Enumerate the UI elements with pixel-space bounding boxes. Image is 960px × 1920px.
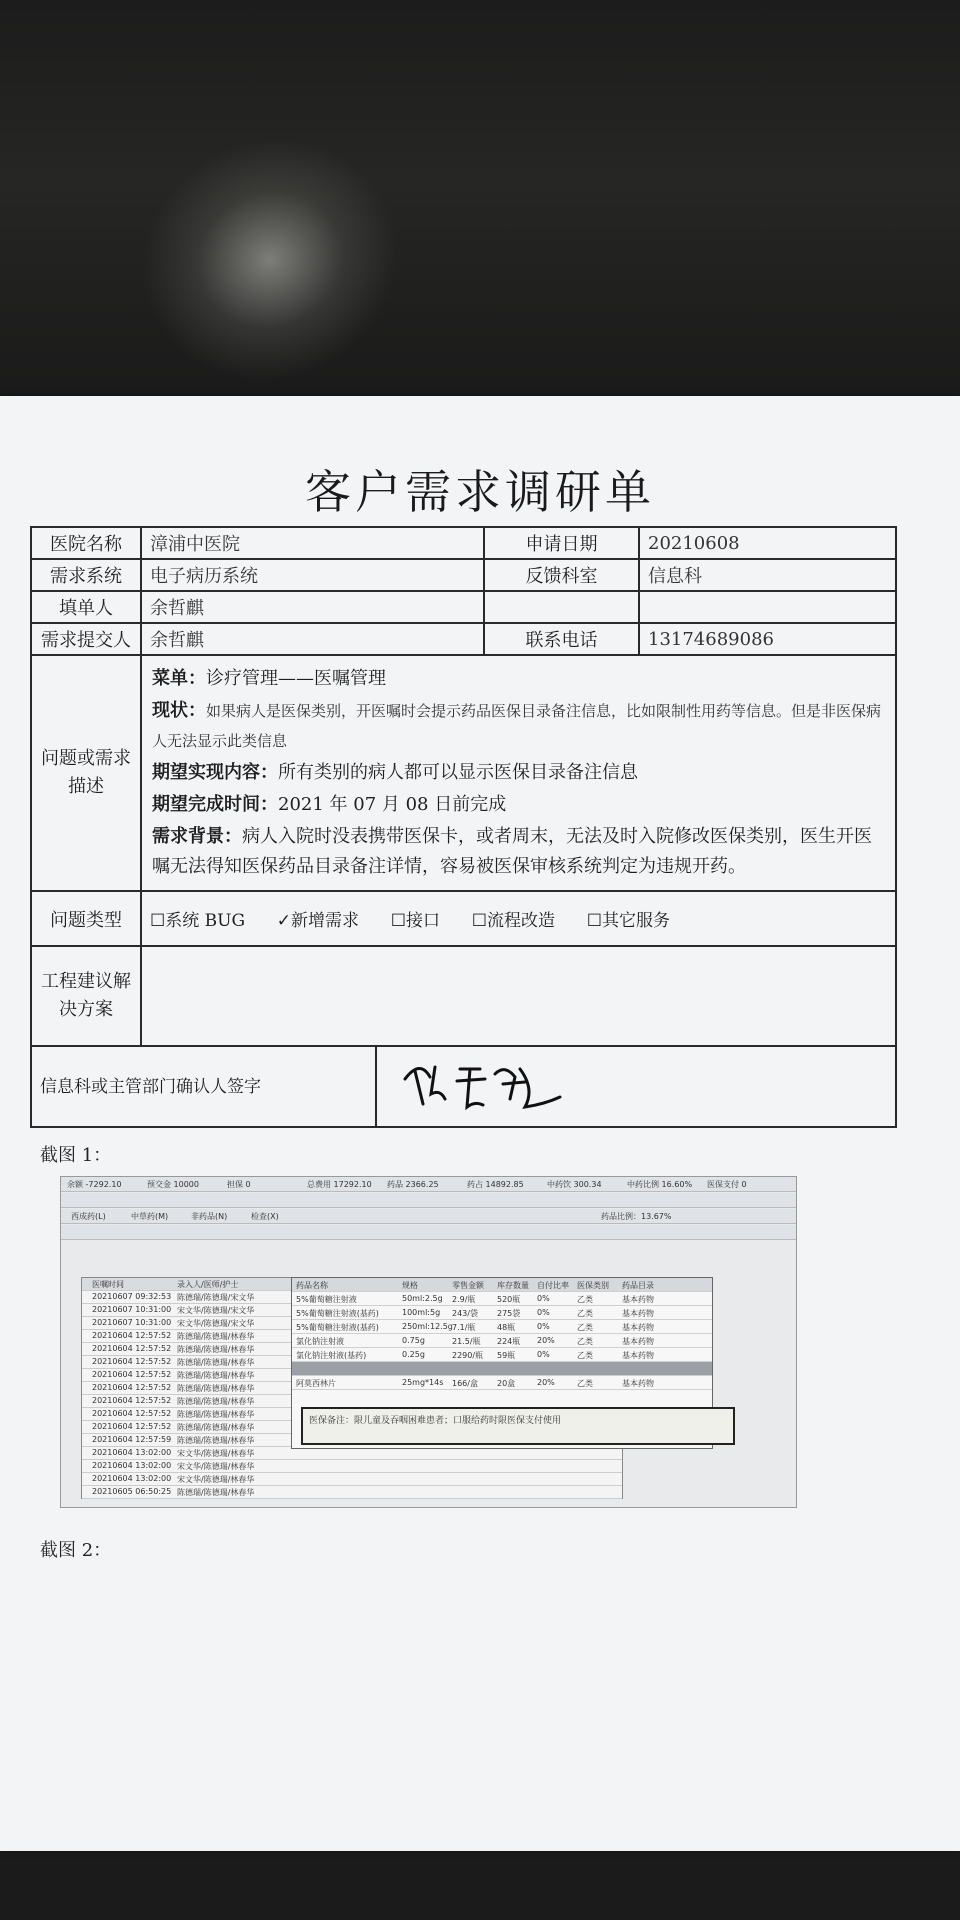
popup-cell: 乙类 xyxy=(577,1323,593,1332)
grid-header-cell: 医嘱时间 xyxy=(92,1280,124,1289)
table-cell: 20210604 12:57:52 xyxy=(92,1344,172,1353)
table-cell: 宋文华/陈德瑞/林春华 xyxy=(177,1462,255,1471)
popup-cell: 25mg*14s xyxy=(402,1378,444,1387)
popup-cell: 48瓶 xyxy=(497,1323,516,1332)
screenshot-tab[interactable]: 检查(X) xyxy=(251,1212,279,1221)
menu-value: 诊疗管理——医嘱管理 xyxy=(206,668,386,689)
popup-cell: 0% xyxy=(537,1308,550,1317)
table-cell: 20210604 12:57:52 xyxy=(92,1331,172,1340)
suggestion-label: 工程建议解决方案 xyxy=(31,946,141,1046)
table-cell: 陈德瑞/陈德瑞/林春华 xyxy=(177,1488,255,1497)
hospital-label: 医院名称 xyxy=(31,527,141,559)
table-cell: 20210607 09:32:53 xyxy=(92,1292,172,1301)
popup-cell: 基本药物 xyxy=(622,1295,654,1304)
table-cell: 宋文华/陈德瑞/宋文华 xyxy=(177,1319,255,1328)
screenshot-2-label: 截图 2： xyxy=(40,1540,112,1561)
popup-cell: 250ml:12.5g xyxy=(402,1322,453,1331)
popup-row[interactable] xyxy=(292,1320,712,1334)
screenshot-tab[interactable]: 中草药(M) xyxy=(131,1212,169,1221)
screenshot-date-bar xyxy=(61,1225,796,1240)
table-cell: 陈德瑞/陈德瑞/宋文华 xyxy=(177,1293,255,1302)
fee-field: 余额 -7292.10 xyxy=(67,1180,122,1189)
menu-label: 菜单： xyxy=(152,668,206,689)
problem-type-label: 问题类型 xyxy=(31,891,141,946)
screenshot-tab[interactable]: 非药品(N) xyxy=(191,1212,228,1221)
table-cell: 20210604 12:57:52 xyxy=(92,1357,172,1366)
popup-cell: 0.75g xyxy=(402,1336,425,1345)
screenshot-fee-bar xyxy=(61,1177,796,1192)
popup-cell: 5%葡萄糖注射液(基药) xyxy=(296,1323,379,1332)
popup-cell: 50ml:2.5g xyxy=(402,1294,443,1303)
empty-cell xyxy=(484,591,639,623)
problem-type-options xyxy=(141,891,896,946)
table-cell: 陈德瑞/陈德瑞/林春华 xyxy=(177,1436,255,1445)
popup-cell: 166/盒 xyxy=(452,1379,478,1388)
table-cell: 宋文华/陈德瑞/林春华 xyxy=(177,1475,255,1484)
table-cell: 20210607 10:31:00 xyxy=(92,1305,172,1314)
table-cell: 20210604 13:02:00 xyxy=(92,1448,172,1457)
signature-cell xyxy=(376,1046,896,1127)
document-title: 客户需求调研单 xyxy=(305,465,655,519)
screenshot-tab-bar xyxy=(61,1209,796,1224)
background-bottom xyxy=(0,1850,960,1920)
handwritten-signature xyxy=(385,1049,585,1119)
popup-cell: 乙类 xyxy=(577,1379,593,1388)
dept-value: 信息科 xyxy=(639,559,896,591)
popup-cell: 224瓶 xyxy=(497,1337,521,1346)
table-cell: 宋文华/陈德瑞/林春华 xyxy=(177,1449,255,1458)
dept-label: 反馈科室 xyxy=(484,559,639,591)
popup-header-cell: 库存数量 xyxy=(497,1281,529,1290)
filler-value: 余哲麒 xyxy=(141,591,484,623)
fee-field: 中药饮 300.34 xyxy=(547,1180,602,1189)
option-interface[interactable]: ☐接口 xyxy=(390,911,441,931)
deadline-value: 2021 年 07 月 08 日前完成 xyxy=(278,794,507,815)
fee-field: 担保 0 xyxy=(227,1180,251,1189)
table-cell: 20210604 12:57:52 xyxy=(92,1396,172,1405)
fee-field: 中药比例 16.60% xyxy=(627,1180,693,1189)
popup-header-cell: 零售金额 xyxy=(452,1281,484,1290)
popup-cell: 基本药物 xyxy=(622,1323,654,1332)
popup-cell: 5%葡萄糖注射液(基药) xyxy=(296,1309,379,1318)
popup-row[interactable] xyxy=(292,1292,712,1306)
table-cell: 陈德瑞/陈德瑞/林春华 xyxy=(177,1358,255,1367)
sign-label: 信息科或主管部门确认人签字 xyxy=(31,1046,376,1127)
table-cell: 陈德瑞/陈德瑞/林春华 xyxy=(177,1397,255,1406)
system-label: 需求系统 xyxy=(31,559,141,591)
popup-cell: 2290/瓶 xyxy=(452,1351,484,1360)
popup-header-cell: 规格 xyxy=(402,1281,418,1290)
table-cell: 宋文华/陈德瑞/宋文华 xyxy=(177,1306,255,1315)
problem-label: 问题或需求描述 xyxy=(31,655,141,891)
table-cell: 陈德瑞/陈德瑞/林春华 xyxy=(177,1410,255,1419)
table-row[interactable] xyxy=(82,1460,622,1473)
table-cell: 20210604 12:57:52 xyxy=(92,1383,172,1392)
suggestion-value xyxy=(141,946,896,1046)
expect-label: 期望实现内容： xyxy=(152,762,278,783)
screenshot-1-label: 截图 1： xyxy=(40,1145,112,1166)
popup-header-cell: 药品目录 xyxy=(622,1281,654,1290)
problem-description xyxy=(141,655,896,891)
popup-cell: 氯化钠注射液(基药) xyxy=(296,1351,367,1360)
option-process-change[interactable]: ☐流程改造 xyxy=(471,911,555,931)
popup-header-cell: 医保类别 xyxy=(577,1281,609,1290)
filler-label: 填单人 xyxy=(31,591,141,623)
fee-field: 药品 2366.25 xyxy=(387,1180,439,1189)
table-cell: 20210604 12:57:52 xyxy=(92,1370,172,1379)
popup-cell: 59瓶 xyxy=(497,1351,516,1360)
table-cell: 20210604 13:02:00 xyxy=(92,1461,172,1470)
popup-cell: 乙类 xyxy=(577,1337,593,1346)
popup-cell: 275袋 xyxy=(497,1309,521,1318)
paper-sheet xyxy=(0,396,960,1851)
table-cell: 陈德瑞/陈德瑞/林春华 xyxy=(177,1423,255,1432)
popup-cell: 氯化钠注射液 xyxy=(296,1337,344,1346)
popup-cell: 21.5/瓶 xyxy=(452,1337,481,1346)
insurance-tooltip xyxy=(301,1407,735,1445)
system-value: 电子病历系统 xyxy=(141,559,484,591)
status-value: 如果病人是医保类别，开医嘱时会提示药品医保目录备注信息，比如限制性用药等信息。但是非医保病人无法显示此类信息 xyxy=(152,702,882,750)
table-row[interactable] xyxy=(82,1473,622,1486)
table-cell: 20210604 12:57:59 xyxy=(92,1435,172,1444)
popup-cell: 阿莫西林片 xyxy=(296,1379,336,1388)
drug-ratio-text: 药品比例：13.67% xyxy=(601,1212,672,1221)
phone-value: 13174689086 xyxy=(639,623,896,655)
table-cell: 陈德瑞/陈德瑞/林春华 xyxy=(177,1345,255,1354)
table-cell: 20210604 12:57:52 xyxy=(92,1409,172,1418)
popup-header xyxy=(292,1278,712,1292)
popup-cell: 20% xyxy=(537,1378,555,1387)
popup-cell: 100ml:5g xyxy=(402,1308,441,1317)
option-system-bug[interactable]: ☐系统 BUG xyxy=(150,911,246,931)
table-cell: 陈德瑞/陈德瑞/林春华 xyxy=(177,1384,255,1393)
table-cell: 陈德瑞/陈德瑞/林春华 xyxy=(177,1371,255,1380)
option-other-service[interactable]: ☐其它服务 xyxy=(586,911,670,931)
background-label: 需求背景： xyxy=(152,826,242,847)
table-cell: 20210605 06:50:25 xyxy=(92,1487,172,1496)
popup-cell: 243/袋 xyxy=(452,1309,478,1318)
popup-cell: 基本药物 xyxy=(622,1351,654,1360)
table-cell: 20210607 10:31:00 xyxy=(92,1318,172,1327)
popup-cell: 7.1/瓶 xyxy=(452,1323,476,1332)
background-value: 病人入院时没表携带医保卡，或者周末，无法及时入院修改医保类别，医生开医嘱无法得知医保药品目录备注详情，容易被医保审核系统判定为违规开药。 xyxy=(152,826,872,877)
submitter-value: 余哲麒 xyxy=(141,623,484,655)
popup-cell: 乙类 xyxy=(577,1309,593,1318)
tooltip-text: 医保备注：限儿童及吞咽困难患者；口服给药时限医保支付使用 xyxy=(309,1416,562,1426)
grid-header-cell: 录入人/医师/护士 xyxy=(177,1280,239,1289)
popup-cell: 0% xyxy=(537,1350,550,1359)
fee-field: 总费用 17292.10 xyxy=(307,1180,372,1189)
popup-cell: 乙类 xyxy=(577,1351,593,1360)
table-row[interactable] xyxy=(82,1486,622,1499)
popup-row[interactable] xyxy=(292,1334,712,1348)
popup-row[interactable] xyxy=(292,1348,712,1362)
empty-cell xyxy=(639,591,896,623)
fee-field: 预交金 10000 xyxy=(147,1180,199,1189)
popup-cell: 520瓶 xyxy=(497,1295,521,1304)
popup-row[interactable] xyxy=(292,1376,712,1390)
popup-cell: 0% xyxy=(537,1322,550,1331)
popup-cell: 20盒 xyxy=(497,1379,516,1388)
phone-label: 联系电话 xyxy=(484,623,639,655)
option-new-requirement[interactable]: ✓新增需求 xyxy=(276,911,360,931)
hospital-value: 漳浦中医院 xyxy=(141,527,484,559)
popup-cell: 0% xyxy=(537,1294,550,1303)
screenshot-filter-bar xyxy=(61,1193,796,1208)
popup-cell: 基本药物 xyxy=(622,1309,654,1318)
popup-header-cell: 自付比率 xyxy=(537,1281,569,1290)
embedded-screenshot xyxy=(60,1176,797,1508)
table-cell: 陈德瑞/陈德瑞/林春华 xyxy=(177,1332,255,1341)
screenshot-tab[interactable]: 西成药(L) xyxy=(71,1212,106,1221)
popup-cell: 2.9/瓶 xyxy=(452,1295,476,1304)
popup-cell: 乙类 xyxy=(577,1295,593,1304)
request-form-table xyxy=(30,526,897,1128)
popup-header-cell: 药品名称 xyxy=(296,1281,328,1290)
fee-field: 医保支付 0 xyxy=(707,1180,747,1189)
table-cell: 20210604 13:02:00 xyxy=(92,1474,172,1483)
popup-cell: 0.25g xyxy=(402,1350,425,1359)
apply-date-label: 申请日期 xyxy=(484,527,639,559)
popup-row[interactable] xyxy=(292,1306,712,1320)
popup-cell: 20% xyxy=(537,1336,555,1345)
popup-cell: 5%葡萄糖注射液 xyxy=(296,1295,357,1304)
submitter-label: 需求提交人 xyxy=(31,623,141,655)
status-label: 现状： xyxy=(152,700,206,721)
deadline-label: 期望完成时间： xyxy=(152,794,278,815)
popup-cell: 基本药物 xyxy=(622,1337,654,1346)
fee-field: 药占 14892.85 xyxy=(467,1180,524,1189)
table-cell: 20210604 12:57:52 xyxy=(92,1422,172,1431)
popup-row[interactable] xyxy=(292,1362,712,1376)
apply-date-value: 20210608 xyxy=(639,527,896,559)
expect-value: 所有类别的病人都可以显示医保目录备注信息 xyxy=(278,762,638,783)
popup-cell: 基本药物 xyxy=(622,1379,654,1388)
